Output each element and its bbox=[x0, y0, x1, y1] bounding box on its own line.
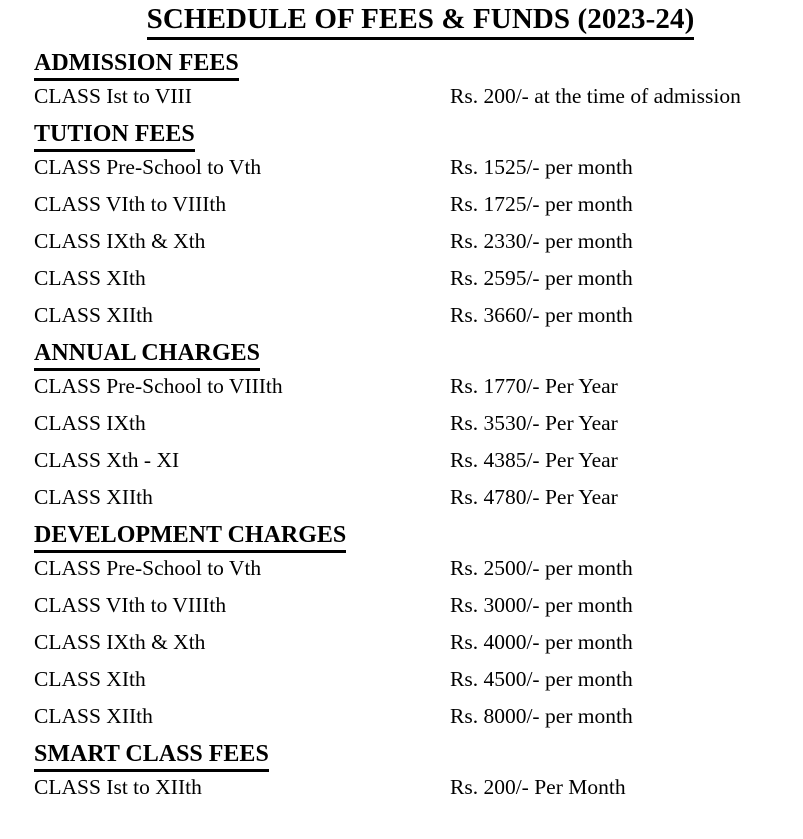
fee-row-group bbox=[34, 368, 794, 516]
section-heading-text: TUTION FEES bbox=[34, 121, 195, 152]
fee-row bbox=[34, 698, 794, 735]
fee-amount-value: Rs. 3530/- Per Year bbox=[450, 411, 618, 435]
fee-class-label: CLASS XIth bbox=[34, 266, 146, 290]
section-heading bbox=[34, 516, 794, 550]
page-title bbox=[0, 2, 803, 40]
fee-row-group bbox=[34, 769, 794, 806]
fee-section bbox=[34, 735, 794, 806]
fee-section bbox=[34, 334, 794, 516]
section-heading bbox=[34, 334, 794, 368]
fee-row-group bbox=[34, 149, 794, 334]
fee-amount-value: Rs. 3000/- per month bbox=[450, 593, 633, 617]
fee-class-label: CLASS Pre-School to Vth bbox=[34, 155, 262, 179]
fee-class-label: CLASS Ist to VIII bbox=[34, 84, 192, 108]
fee-class-label: CLASS VIth to VIIIth bbox=[34, 593, 227, 617]
fee-row bbox=[34, 479, 794, 516]
section-heading bbox=[34, 735, 794, 769]
fee-class-label: CLASS XIth bbox=[34, 667, 146, 691]
fee-row bbox=[34, 149, 794, 186]
fee-amount-value: Rs. 200/- at the time of admission bbox=[450, 84, 741, 108]
fee-amount-value: Rs. 4385/- Per Year bbox=[450, 448, 618, 472]
fee-class-label: CLASS IXth bbox=[34, 411, 146, 435]
fee-class-label: CLASS Pre-School to Vth bbox=[34, 556, 262, 580]
fee-row bbox=[34, 405, 794, 442]
fee-row bbox=[34, 223, 794, 260]
fee-row bbox=[34, 78, 794, 115]
fee-sections-container bbox=[34, 44, 794, 806]
fee-amount-value: Rs. 1770/- Per Year bbox=[450, 374, 618, 398]
fee-section bbox=[34, 516, 794, 735]
fee-row-group bbox=[34, 550, 794, 735]
fee-class-label: CLASS Pre-School to VIIIth bbox=[34, 374, 283, 398]
fee-class-label: CLASS Ist to XIIth bbox=[34, 775, 202, 799]
section-heading-text: DEVELOPMENT CHARGES bbox=[34, 522, 346, 553]
fee-amount-value: Rs. 2330/- per month bbox=[450, 229, 633, 253]
fee-class-label: CLASS XIIth bbox=[34, 303, 153, 327]
fee-amount-value: Rs. 3660/- per month bbox=[450, 303, 633, 327]
fee-row bbox=[34, 186, 794, 223]
fee-amount-value: Rs. 8000/- per month bbox=[450, 704, 633, 728]
fee-amount-value: Rs. 1525/- per month bbox=[450, 155, 633, 179]
fee-amount-value: Rs. 200/- Per Month bbox=[450, 775, 626, 799]
fee-amount-value: Rs. 2500/- per month bbox=[450, 556, 633, 580]
fee-row bbox=[34, 624, 794, 661]
fee-section bbox=[34, 44, 794, 115]
fee-row bbox=[34, 368, 794, 405]
fee-amount-value: Rs. 4780/- Per Year bbox=[450, 485, 618, 509]
fee-row bbox=[34, 260, 794, 297]
section-heading-text: SMART CLASS FEES bbox=[34, 741, 269, 772]
fee-class-label: CLASS XIIth bbox=[34, 485, 153, 509]
fee-class-label: CLASS VIth to VIIIth bbox=[34, 192, 227, 216]
fee-row bbox=[34, 661, 794, 698]
fee-class-label: CLASS IXth & Xth bbox=[34, 229, 206, 253]
fee-class-label: CLASS IXth & Xth bbox=[34, 630, 206, 654]
fee-amount-value: Rs. 4500/- per month bbox=[450, 667, 633, 691]
fee-row bbox=[34, 769, 794, 806]
fee-row bbox=[34, 297, 794, 334]
fee-section bbox=[34, 115, 794, 334]
page-title-text: SCHEDULE OF FEES & FUNDS (2023-24) bbox=[147, 2, 695, 40]
section-heading-text: ADMISSION FEES bbox=[34, 50, 239, 81]
fee-class-label: CLASS XIIth bbox=[34, 704, 153, 728]
section-heading bbox=[34, 115, 794, 149]
fee-amount-value: Rs. 4000/- per month bbox=[450, 630, 633, 654]
fee-row-group bbox=[34, 78, 794, 115]
fee-row bbox=[34, 587, 794, 624]
fee-row bbox=[34, 442, 794, 479]
fee-row bbox=[34, 550, 794, 587]
fee-amount-value: Rs. 1725/- per month bbox=[450, 192, 633, 216]
fee-amount-value: Rs. 2595/- per month bbox=[450, 266, 633, 290]
section-heading bbox=[34, 44, 794, 78]
fee-class-label: CLASS Xth - XI bbox=[34, 448, 180, 472]
section-heading-text: ANNUAL CHARGES bbox=[34, 340, 260, 371]
